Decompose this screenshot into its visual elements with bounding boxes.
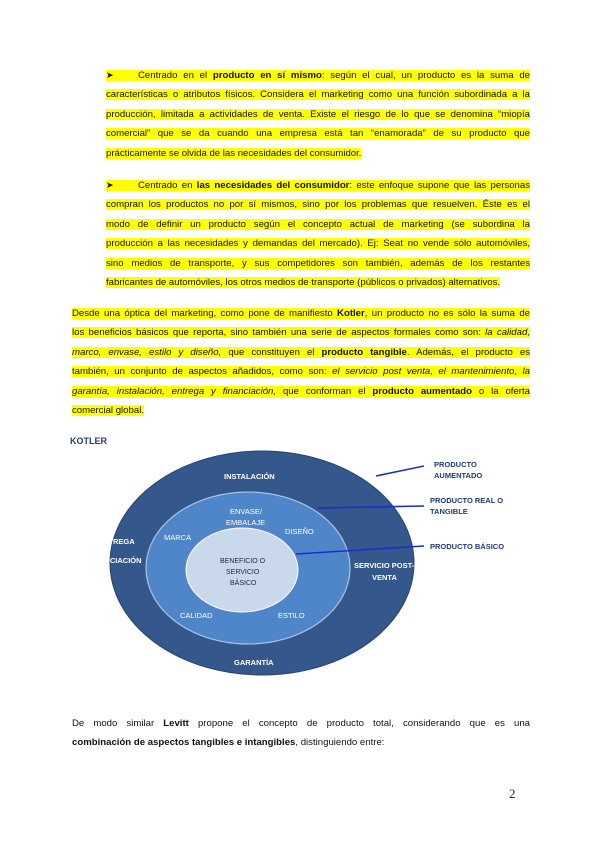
- bullet-necesidades-consumidor: [106, 176, 530, 292]
- bullet-line: ➤ Centrado en el producto en sí mismo: según el cual, un producto es la suma de: [106, 66, 530, 85]
- diagram-title: KOTLER: [70, 436, 107, 446]
- label-embalaje: EMBALAJE: [226, 518, 266, 527]
- bullet-line: ➤ Centrado en las necesidades del consumidor: este enfoque supone que las personas: [106, 176, 530, 195]
- label-estilo: ESTILO: [278, 611, 305, 620]
- label-servicio: SERVICIO: [226, 569, 260, 576]
- label-garantia: GARANTÍA: [234, 658, 274, 667]
- kotler-paragraph: Desde una óptica del marketing, como pone de manifiesto Kotler, un producto no es sólo la suma de los beneficios básicos que reporta, sino también una serie de aspectos formales como son: la calidad, marco, envase, estilo y diseño, que constituyen el producto tangible. Además, el producto es también, un conjunto de aspectos añadidos, como son: el servicio post venta, el mantenimiento, la garantía, instalación, entrega y financiación, que conforman el producto aumentado o la oferta comercial global.: [72, 308, 531, 417]
- label-producto-tangible-2: TANGIBLE: [430, 507, 468, 516]
- label-beneficio: BENEFICIO O: [220, 558, 266, 565]
- label-diseno: DISEÑO: [285, 527, 314, 536]
- levitt-paragraph: De modo similar Levitt propone el concepto de producto total, considerando que es una combinación de aspectos tangibles e intangibles, distinguiendo entre:: [72, 718, 530, 749]
- bullet-line: compran los productos no por sí mismos, sino por los problemas que resuelven. Éste es el: [106, 199, 530, 211]
- bullet-line: producción a las necesidades y demandas del mercado). Ej: Seat no vende sólo automóviles,: [106, 238, 530, 250]
- label-producto-aumentado-1: PRODUCTO: [434, 460, 477, 469]
- label-marca: MARCA: [164, 533, 192, 542]
- bullet-line: producción, limitada a actividades de venta. Existe el riesgo de lo que se denomina “miopía: [106, 108, 530, 120]
- label-calidad: CALIDAD: [180, 611, 213, 620]
- label-financiacion: Y FINANCIACIÓN: [80, 556, 142, 565]
- arrow-bullet-icon: ➤: [106, 180, 114, 190]
- page-number: 2: [509, 786, 516, 801]
- bullet-line: modo de definir un producto según el concepto actual de marketing (se subordina la: [106, 218, 530, 230]
- bullet-line: comercial” que se da cuando una empresa está tan “enamorada” de su producto que: [106, 128, 530, 140]
- arrow-line-aumentado: [376, 466, 424, 476]
- label-basico: BÁSICO: [230, 580, 257, 587]
- bullet-line: sino medios de transporte, y sus competidores son también, además de los restantes: [106, 257, 530, 269]
- arrow-bullet-icon: ➤: [106, 70, 114, 80]
- label-envase: ENVASE/: [230, 507, 262, 516]
- label-producto-basico: PRODUCTO BÁSICO: [430, 542, 505, 551]
- bullet-line: fabricantes de automóviles, los otros medios de transporte (públicos o privados) alternativos.: [106, 277, 501, 289]
- bullet-line: características o atributos físicos. Considera el marketing como una función subordinada a la: [106, 89, 530, 101]
- kotler-product-levels-diagram: [0, 428, 600, 688]
- bullet-producto-en-si: [106, 66, 530, 163]
- bullet-line: prácticamente se olvida de las necesidades del consumidor.: [106, 147, 362, 159]
- label-producto-tangible-1: PRODUCTO REAL O: [430, 496, 504, 505]
- label-instalacion: INSTALACIÓN: [224, 472, 275, 481]
- label-entrega: ENTREGA: [98, 537, 135, 546]
- label-servicio-post: SERVICIO POST-: [354, 561, 415, 570]
- label-venta: VENTA: [372, 573, 397, 582]
- label-producto-aumentado-2: AUMENTADO: [434, 471, 483, 480]
